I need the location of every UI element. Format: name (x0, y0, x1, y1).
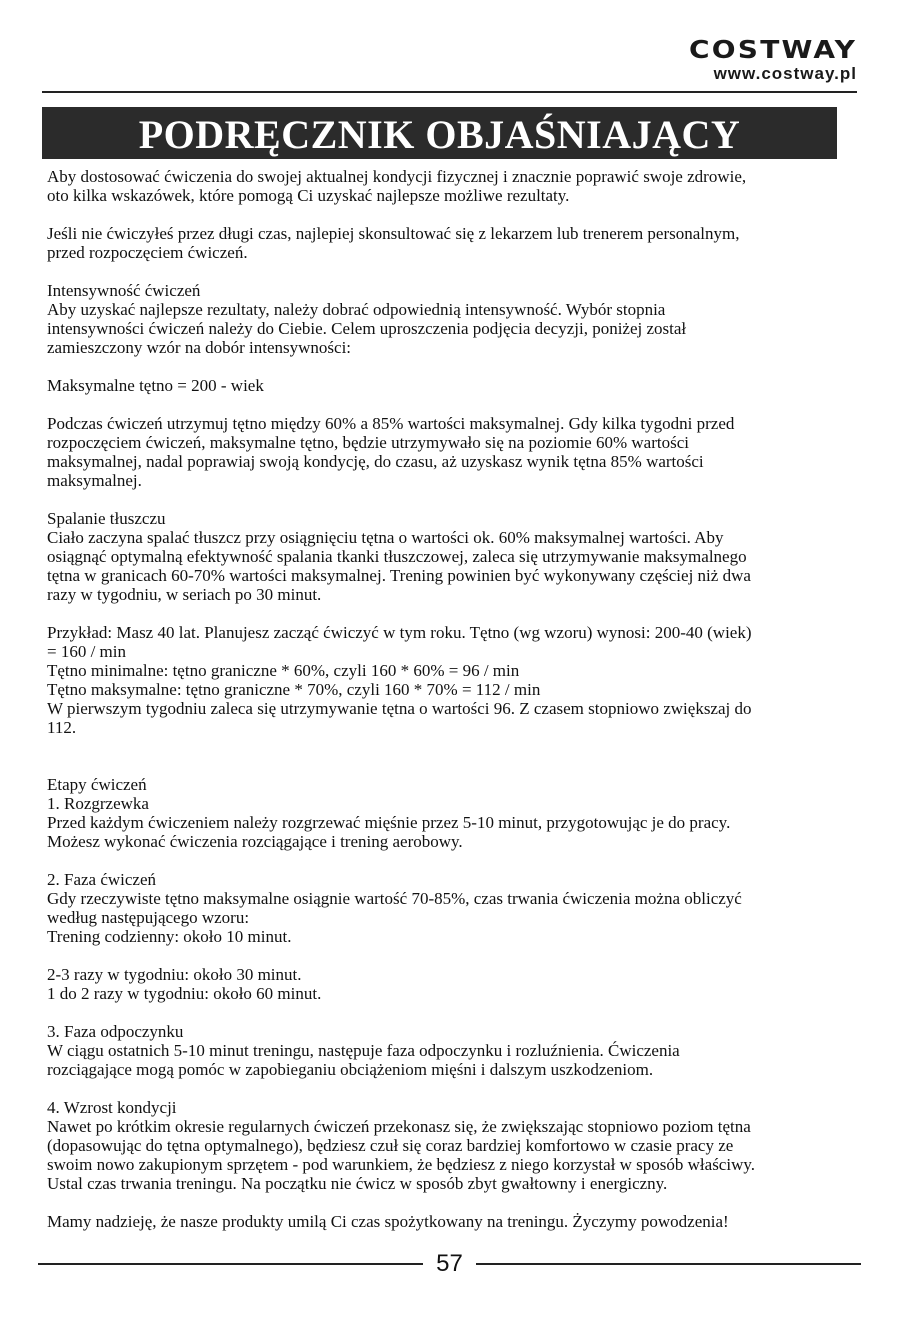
page-number: 57 (436, 1250, 463, 1277)
heart-rate-paragraph: Podczas ćwiczeń utrzymuj tętno między 60% a 85% wartości maksymalnej. Gdy kilka tygodni przed rozpoczęciem ćwiczeń, maksymalne tętno, będzie utrzymywało się na poziomie 60% wartości maksymalnej, nadal poprawiaj swoją kondycję, do czasu, aż uzyskasz wynik tętna 85% wartości maksymalnej. (47, 414, 735, 490)
frequency-list: 2-3 razy w tygodniu: około 30 minut. 1 do 2 razy w tygodniu: około 60 minut. (47, 965, 322, 1003)
manual-body (47, 167, 847, 1231)
page-title: PODRĘCZNIK OBJAŚNIAJĄCY (42, 107, 837, 159)
rest-phase-section: 3. Faza odpoczynku W ciągu ostatnich 5-10 minut treningu, następuje faza odpoczynku i rozluźnienia. Ćwiczenia rozciągające mogą pomóc w zapobieganiu obciążeniom mięśni i dalszym uszkodzeniom. (47, 1022, 680, 1079)
page-footer (38, 1250, 861, 1280)
closing-paragraph: Mamy nadzieję, że nasze produkty umilą Ci czas spożytkowany na treningu. Życzymy powodzenia! (47, 1212, 729, 1231)
website-url: www.costway.pl (713, 64, 857, 83)
fitness-growth-section: 4. Wzrost kondycji Nawet po krótkim okresie regularnych ćwiczeń przekonasz się, że zwiększając stopniowo poziom tętna (dopasowując do tętna optymalnego), będziesz czuł się coraz bardziej komfortowo w czasie pracy ze swoim nowo zakupionym sprzętem - pod warunkiem, że będziesz z niego korzystał w sposób właściwy. Ustal czas trwania treningu. Na początku nie ćwicz w sposób zbyt gwałtowny i energiczny. (47, 1098, 755, 1193)
stages-section: Etapy ćwiczeń 1. Rozgrzewka Przed każdym ćwiczeniem należy rozgrzewać mięśnie przez 5-10 minut, przygotowując je do pracy. Możesz wykonać ćwiczenia rozciągające i trening aerobowy. (47, 775, 731, 851)
logo-wordmark: COSTWAY (688, 35, 857, 64)
footer-divider-right (476, 1263, 861, 1265)
doctor-advice-paragraph: Jeśli nie ćwiczyłeś przez długi czas, najlepiej skonsultować się z lekarzem lub trenerem personalnym, przed rozpoczęciem ćwiczeń. (47, 224, 740, 262)
intro-paragraph: Aby dostosować ćwiczenia do swojej aktualnej kondycji fizycznej i znacznie poprawić swoje zdrowie, oto kilka wskazówek, które pomogą Ci uzyskać najlepsze możliwe rezultaty. (47, 167, 747, 205)
brand-logo (688, 35, 857, 84)
max-heart-rate-formula: Maksymalne tętno = 200 - wiek (47, 376, 264, 395)
example-section: Przykład: Masz 40 lat. Planujesz zacząć ćwiczyć w tym roku. Tętno (wg wzoru) wynosi: 200-40 (wiek) = 160 / min Tętno minimalne: tętno graniczne * 60%, czyli 160 * 60% = 96 / min Tętno maksymalne: tętno graniczne * 70%, czyli 160 * 70% = 112 / min W pierwszym tygodniu zaleca się utrzymywanie tętna o wartości 96. Z czasem stopniowo zwiększaj do 112. (47, 623, 752, 737)
exercise-phase-section: 2. Faza ćwiczeń Gdy rzeczywiste tętno maksymalne osiągnie wartość 70-85%, czas trwania ćwiczenia można obliczyć według następującego wzoru: Trening codzienny: około 10 minut. (47, 870, 742, 946)
intensity-section: Intensywność ćwiczeń Aby uzyskać najlepsze rezultaty, należy dobrać odpowiednią intensywność. Wybór stopnia intensywności ćwiczeń należy do Ciebie. Celem uproszczenia podjęcia decyzji, poniżej został zamieszczony wzór na dobór intensywności: (47, 281, 687, 357)
header-divider (42, 91, 857, 93)
fat-burning-section: Spalanie tłuszczu Ciało zaczyna spalać tłuszcz przy osiągnięciu tętna o wartości ok. 60% maksymalnej wartości. Aby osiągnąć optymalną efektywność spalania tkanki tłuszczowej, zaleca się utrzymywanie maksymalnego tętna w granicach 60-70% wartości maksymalnej. Trening powinien być wykonywany częściej niż dwa razy w tygodniu, w seriach po 30 minut. (47, 509, 751, 604)
